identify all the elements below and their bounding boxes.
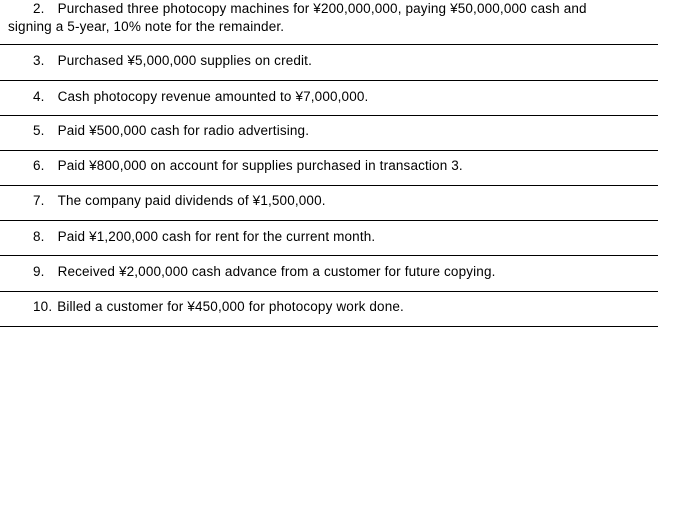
transaction-item-7 [0,192,658,210]
item-text: Purchased ¥5,000,000 supplies on credit. [57,53,312,68]
item-number: 7. [33,193,45,208]
transaction-item-6 [0,157,658,175]
item-text: Paid ¥1,200,000 cash for rent for the current month. [57,229,376,244]
item-number: 3. [33,53,45,68]
item-number: 9. [33,264,45,279]
item-text: The company paid dividends of ¥1,500,000. [57,193,326,208]
transaction-item-10 [0,298,658,316]
item-number: 6. [33,158,45,173]
transaction-item-8 [0,228,658,246]
item-text: Paid ¥500,000 cash for radio advertising. [57,123,310,138]
item-text: Paid ¥800,000 on account for supplies purchased in transaction 3. [57,158,463,173]
answer-line [0,326,658,327]
item-number: 5. [33,123,45,138]
answer-line [0,44,658,45]
item-number: 10. [33,299,53,314]
answer-line [0,291,658,292]
answer-line [0,220,658,221]
answer-line [0,80,658,81]
transaction-item-3 [0,52,658,70]
answer-line [0,115,658,116]
transaction-item-4 [0,88,658,106]
item-number: 2. [33,1,45,16]
transaction-item-2 [0,0,658,36]
item-text-line1: Purchased three photocopy machines for ¥200,000,000, paying ¥50,000,000 cash and [57,1,587,16]
item-text: Cash photocopy revenue amounted to ¥7,000,000. [57,89,369,104]
answer-line [0,150,658,151]
item-text-line2: signing a 5-year, 10% note for the remainder. [8,19,285,34]
item-number: 8. [33,229,45,244]
item-text: Received ¥2,000,000 cash advance from a customer for future copying. [57,264,496,279]
answer-line [0,255,658,256]
item-text: Billed a customer for ¥450,000 for photocopy work done. [57,299,404,314]
item-number: 4. [33,89,45,104]
transaction-item-9 [0,263,658,281]
transaction-item-5 [0,122,658,140]
answer-line [0,185,658,186]
